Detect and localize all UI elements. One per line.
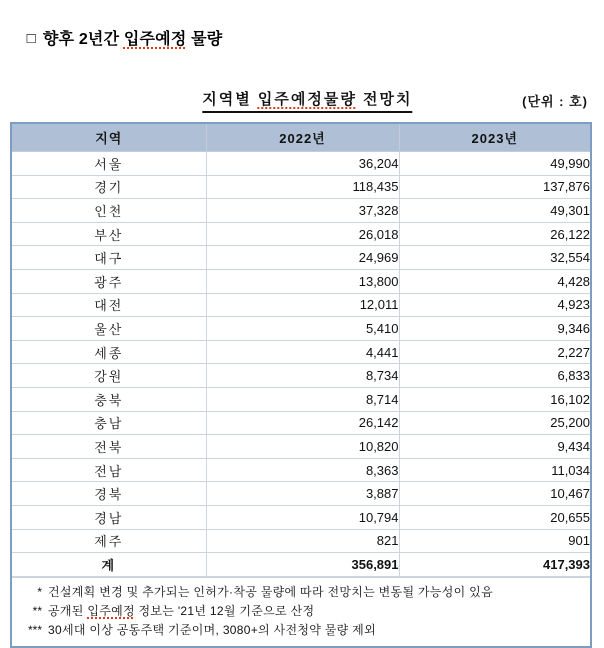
section-title-row [10,88,588,113]
section-title-highlight: 입주예정물량 [257,91,357,108]
value-2023: 49,301 [399,199,590,223]
checkbox-icon: □ [26,30,36,47]
value-2023: 32,554 [399,246,590,270]
value-2022: 8,363 [206,458,399,482]
page-title-text-pre: 향후 2년간 [42,31,124,48]
value-2022: 37,328 [206,199,399,223]
table-row [12,222,590,246]
region-cell: 충남 [12,411,206,435]
footnote-line [14,621,584,640]
value-2022: 3,887 [206,482,399,506]
region-cell: 경북 [12,482,206,506]
section-title [202,88,412,113]
total-2022: 356,891 [206,553,399,577]
footnote-line [14,583,584,602]
table-row [12,364,590,388]
table-row [12,411,590,435]
section-title-post: 전망치 [356,91,413,108]
table-row [12,246,590,270]
region-cell: 인천 [12,199,206,223]
table-row [12,505,590,529]
value-2022: 5,410 [206,317,399,341]
value-2023: 25,200 [399,411,590,435]
value-2023: 4,923 [399,293,590,317]
region-cell: 서울 [12,152,206,176]
forecast-table-container [10,122,592,648]
header-row [12,124,590,152]
table-row [12,269,590,293]
table-row [12,529,590,553]
value-2023: 11,034 [399,458,590,482]
page-title-text-post: 물량 [186,31,223,48]
region-cell: 대구 [12,246,206,270]
value-2022: 118,435 [206,175,399,199]
header-cell-region: 지역 [12,124,206,152]
region-cell: 전남 [12,458,206,482]
table-row [12,317,590,341]
table-row [12,458,590,482]
section-title-pre: 지역별 [202,91,258,108]
value-2023: 9,346 [399,317,590,341]
region-cell: 세종 [12,340,206,364]
header-cell-2023: 2023년 [399,124,590,152]
forecast-table [12,124,590,577]
value-2023: 137,876 [399,175,590,199]
region-cell: 대전 [12,293,206,317]
footnote-text: 30세대 이상 공동주택 기준이며, 3080+의 사전청약 물량 제외 [48,622,376,637]
value-2023: 26,122 [399,222,590,246]
value-2023: 10,467 [399,482,590,506]
region-cell: 경남 [12,505,206,529]
page-title-text-highlight: 입주예정 [123,31,187,48]
region-cell: 충북 [12,387,206,411]
value-2022: 12,011 [206,293,399,317]
value-2022: 821 [206,529,399,553]
footnote-text: 건설계획 변경 및 추가되는 인허가·착공 물량에 따라 전망치는 변동될 가능성이 있음 [48,584,493,599]
value-2022: 13,800 [206,269,399,293]
value-2023: 4,428 [399,269,590,293]
unit-label: (단위 : 호) [522,94,588,109]
footnote-marker: *** [27,622,42,637]
page-title [8,8,604,67]
value-2022: 36,204 [206,152,399,176]
value-2022: 10,794 [206,505,399,529]
footnote-line [14,602,584,621]
table-row [12,293,590,317]
value-2022: 24,969 [206,246,399,270]
value-2022: 26,018 [206,222,399,246]
footnote-marker: ** [32,603,42,618]
value-2023: 901 [399,529,590,553]
region-cell: 제주 [12,529,206,553]
value-2023: 49,990 [399,152,590,176]
value-2023: 20,655 [399,505,590,529]
value-2022: 26,142 [206,411,399,435]
table-row [12,387,590,411]
region-cell: 부산 [12,222,206,246]
value-2023: 9,434 [399,435,590,459]
footnote-marker: * [37,584,42,599]
value-2022: 8,734 [206,364,399,388]
region-cell: 강원 [12,364,206,388]
region-cell: 울산 [12,317,206,341]
value-2023: 16,102 [399,387,590,411]
page [0,8,604,637]
value-2022: 10,820 [206,435,399,459]
table-row [12,435,590,459]
total-row [12,553,590,577]
total-2023: 417,393 [399,553,590,577]
table-row [12,482,590,506]
footnote-text-highlight: 입주예정 [87,603,135,618]
value-2023: 2,227 [399,340,590,364]
table-row [12,340,590,364]
region-cell: 광주 [12,269,206,293]
table-row [12,175,590,199]
footnote-text: 공개된 입주예정 정보는 '21년 12월 기준으로 산정 [48,603,315,618]
table-row [12,152,590,176]
header-cell-2022: 2022년 [206,124,399,152]
region-cell: 경기 [12,175,206,199]
footnotes [12,577,590,646]
value-2022: 4,441 [206,340,399,364]
region-cell: 전북 [12,435,206,459]
total-label: 계 [12,553,206,577]
value-2022: 8,714 [206,387,399,411]
value-2023: 6,833 [399,364,590,388]
table-row [12,199,590,223]
